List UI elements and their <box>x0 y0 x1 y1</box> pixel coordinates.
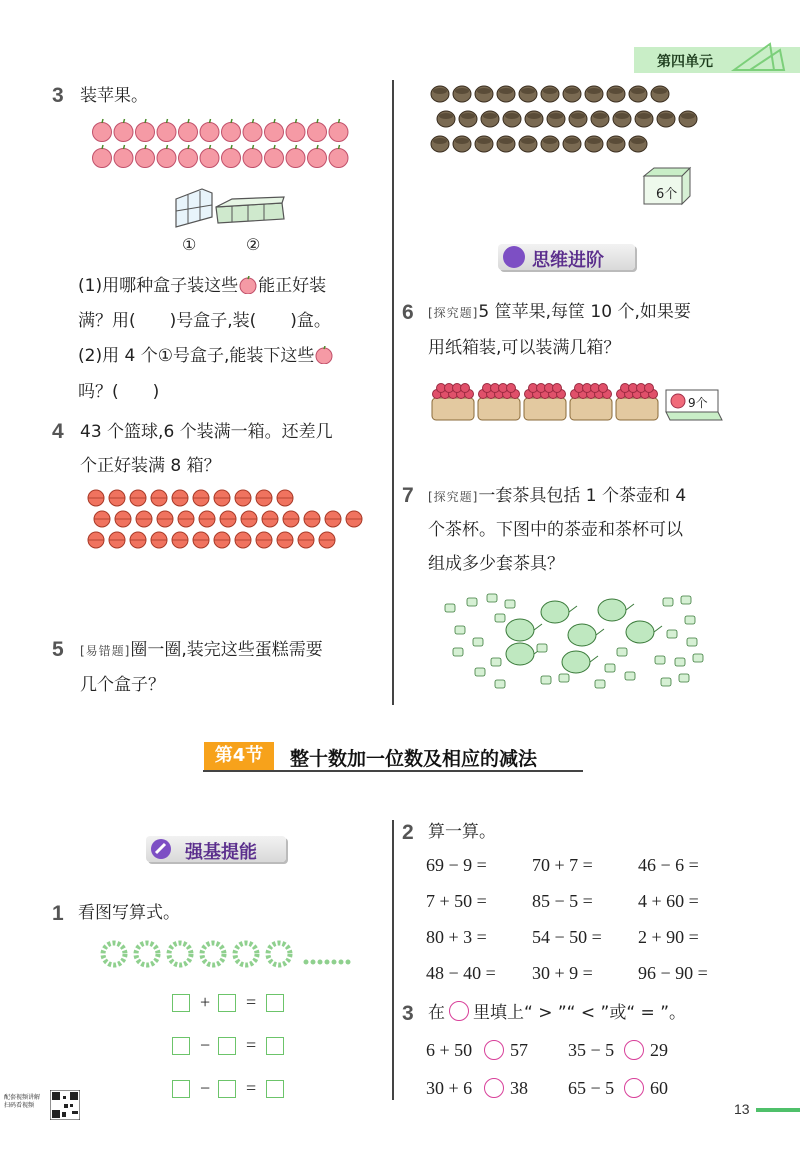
beads-illustration <box>100 940 360 970</box>
apple <box>200 123 219 142</box>
bead-ring <box>169 943 191 965</box>
bead <box>311 960 316 965</box>
bead <box>318 960 323 965</box>
q7-line-2: 个茶杯。下图中的茶壶和茶杯可以 <box>428 520 683 540</box>
basket <box>432 398 474 420</box>
pencil-icon <box>150 838 174 860</box>
apple <box>222 149 241 168</box>
answer-box[interactable] <box>218 994 236 1012</box>
q3-text-1: (1)用哪种盒子装这些 <box>78 276 239 296</box>
teacup <box>495 614 505 622</box>
question-number: 7 <box>402 484 414 507</box>
apple <box>308 123 327 142</box>
question-tag: [易错题] <box>80 644 131 658</box>
bead <box>325 960 330 965</box>
teacup <box>445 604 455 612</box>
teacup <box>467 598 477 606</box>
compare-right: 29 <box>650 1040 668 1060</box>
bead-ring <box>103 943 125 965</box>
apple <box>157 123 176 142</box>
q5-text-1: 圈一圈,装完这些蛋糕需要 <box>130 640 323 660</box>
equals: = <box>246 1035 257 1055</box>
calc-item: 96 − 90 = <box>638 963 708 983</box>
calc-item: 85 − 5 = <box>532 891 593 911</box>
teacup <box>559 674 569 682</box>
q3-line-4: 吗？( ) <box>78 382 160 402</box>
teacup <box>605 664 615 672</box>
qr-caption <box>4 1094 48 1110</box>
question-number: 3 <box>402 1002 414 1025</box>
teacup <box>491 658 501 666</box>
apple <box>179 149 198 168</box>
basics-label: 强基提能 <box>185 842 257 863</box>
basket <box>478 398 520 420</box>
calc-item: 80 + 3 = <box>426 927 487 947</box>
cake-box-label: 6个 <box>656 187 678 202</box>
teacup <box>473 638 483 646</box>
bead <box>339 960 344 965</box>
compare-left: 65 − 5 <box>568 1078 615 1098</box>
operator: − <box>200 1078 211 1098</box>
apple <box>222 123 241 142</box>
apple-icon <box>238 276 258 294</box>
operator: + <box>200 992 211 1012</box>
boxes-illustration <box>172 183 287 231</box>
qr-code-icon[interactable] <box>50 1090 80 1120</box>
q6-line-1 <box>428 297 691 329</box>
apple <box>179 123 198 142</box>
apple-baskets-illustration <box>430 380 726 426</box>
apple <box>329 149 348 168</box>
box-label-2: ② <box>246 237 261 254</box>
calc-item: 46 − 6 = <box>638 855 699 875</box>
answer-box[interactable] <box>172 1037 190 1055</box>
teapot <box>568 624 596 646</box>
apple <box>286 123 305 142</box>
qr-caption-2: 扫码看视频 <box>4 1102 35 1109</box>
apple <box>243 149 262 168</box>
answer-box[interactable] <box>172 1080 190 1098</box>
calc-item: 69 − 9 = <box>426 855 487 875</box>
s3-instruction <box>428 998 686 1029</box>
teapot <box>541 601 569 623</box>
basketballs-illustration <box>86 488 372 550</box>
compare-right: 38 <box>510 1078 528 1098</box>
apple <box>114 123 133 142</box>
apple <box>93 123 112 142</box>
compare-circle[interactable] <box>624 1078 644 1098</box>
apple <box>329 123 348 142</box>
compare-circle[interactable] <box>484 1078 504 1098</box>
basket <box>616 398 658 420</box>
compare-right: 60 <box>650 1078 668 1098</box>
apple <box>136 149 155 168</box>
teacup <box>537 644 547 652</box>
teacup <box>687 638 697 646</box>
teacup <box>661 678 671 686</box>
teacup <box>625 672 635 680</box>
equals: = <box>246 1078 257 1098</box>
compare-circle[interactable] <box>484 1040 504 1060</box>
compare-circle[interactable] <box>624 1040 644 1060</box>
question-tag: [探究题] <box>428 306 479 320</box>
teacup <box>475 668 485 676</box>
operator: − <box>200 1035 211 1055</box>
q4-line-1: 43 个篮球,6 个装满一箱。还差几 <box>80 422 333 442</box>
compare-circle <box>449 1001 469 1021</box>
compare-left: 35 − 5 <box>568 1040 615 1060</box>
q3-line-2: 满？用( )号盒子,装( )盒。 <box>78 311 331 331</box>
teacup <box>595 680 605 688</box>
apple-box-label: 9个 <box>688 396 708 410</box>
question-number: 3 <box>52 84 64 107</box>
question-number: 5 <box>52 638 64 661</box>
compare-left: 30 + 6 <box>426 1078 473 1098</box>
apple <box>136 123 155 142</box>
question-title: 装苹果。 <box>80 86 148 106</box>
column-divider <box>392 820 394 1100</box>
q6-line-2: 用纸箱装,可以装满几箱？ <box>428 338 621 358</box>
answer-box[interactable] <box>266 994 284 1012</box>
teacup <box>617 648 627 656</box>
page-number: 13 <box>734 1101 750 1117</box>
bead-ring <box>235 943 257 965</box>
q7-line-1 <box>428 481 686 513</box>
teacup <box>675 658 685 666</box>
cakes-illustration <box>428 84 698 160</box>
q7-line-3: 组成多少套茶具？ <box>428 554 564 574</box>
basket <box>570 398 612 420</box>
q3-line-1 <box>78 271 326 302</box>
calc-item: 7 + 50 = <box>426 891 487 911</box>
apple <box>93 149 112 168</box>
question-number: 1 <box>52 902 64 925</box>
calc-item: 4 + 60 = <box>638 891 699 911</box>
question-number: 2 <box>402 821 414 844</box>
teapot <box>506 619 534 641</box>
s2-title: 算一算。 <box>428 822 496 842</box>
basket <box>524 398 566 420</box>
apple <box>114 149 133 168</box>
tea-set-illustration <box>440 590 710 690</box>
q7-text-1: 一套茶具包括 1 个茶壶和 4 <box>478 486 687 506</box>
teacup <box>679 674 689 682</box>
thinking-label: 思维进阶 <box>532 250 604 271</box>
q5-line-1 <box>80 635 323 667</box>
answer-box[interactable] <box>218 1080 236 1098</box>
teacup <box>487 594 497 602</box>
answer-box[interactable] <box>218 1037 236 1055</box>
calc-item: 48 − 40 = <box>426 963 496 983</box>
calc-item: 70 + 7 = <box>532 855 593 875</box>
calc-item: 54 − 50 = <box>532 927 602 947</box>
page-number-line <box>756 1108 800 1112</box>
teacup <box>505 600 515 608</box>
q3-text-3: (2)用 4 个①号盒子,能装下这些 <box>78 346 315 366</box>
q5-line-2: 几个盒子？ <box>80 675 165 695</box>
q6-text-1: 5 筐苹果,每筐 10 个,如果要 <box>478 302 691 322</box>
section-title: 整十数加一位数及相应的减法 <box>290 748 538 770</box>
answer-box[interactable] <box>172 994 190 1012</box>
calc-item: 30 + 9 = <box>532 963 593 983</box>
answer-box[interactable] <box>266 1037 284 1055</box>
s3-text-2: 里填上“ > ”“ < ”或“ = ”。 <box>473 1003 686 1023</box>
answer-box[interactable] <box>266 1080 284 1098</box>
bead-ring <box>136 943 158 965</box>
teacup <box>681 596 691 604</box>
teacup <box>453 648 463 656</box>
teapot <box>506 643 534 665</box>
apples-illustration <box>92 118 354 170</box>
q4-line-2: 个正好装满 8 箱？ <box>80 456 221 476</box>
teapot <box>626 621 654 643</box>
apple-icon <box>314 346 334 364</box>
teacup <box>663 598 673 606</box>
teacup <box>655 656 665 664</box>
apple <box>308 149 327 168</box>
apple <box>200 149 219 168</box>
teapot <box>562 651 590 673</box>
ruler-icon <box>730 40 790 74</box>
apple <box>243 123 262 142</box>
column-divider <box>392 80 394 705</box>
medal-icon <box>503 246 525 268</box>
box-label-1: ① <box>182 237 197 254</box>
question-number: 4 <box>52 420 64 443</box>
bead <box>346 960 351 965</box>
question-tag: [探究题] <box>428 490 479 504</box>
bead-ring <box>202 943 224 965</box>
calc-item: 2 + 90 = <box>638 927 699 947</box>
compare-right: 57 <box>510 1040 528 1060</box>
apple <box>265 123 284 142</box>
q3-text-1b: 能正好装 <box>258 276 327 296</box>
apple <box>265 149 284 168</box>
bead <box>332 960 337 965</box>
bead <box>304 960 309 965</box>
s1-title: 看图写算式。 <box>78 903 180 923</box>
teacup <box>541 676 551 684</box>
teapot <box>598 599 626 621</box>
q3-line-3 <box>78 341 334 372</box>
teacup <box>455 626 465 634</box>
teacup <box>495 680 505 688</box>
teacup <box>693 654 703 662</box>
apple <box>157 149 176 168</box>
teacup <box>685 616 695 624</box>
section-tag: 第4节 <box>204 742 274 770</box>
compare-left: 6 + 50 <box>426 1040 473 1060</box>
apple <box>286 149 305 168</box>
equals: = <box>246 992 257 1012</box>
unit-label: 第四单元 <box>657 54 713 70</box>
qr-caption-1: 配套视频讲解 <box>4 1094 41 1101</box>
s3-text-1: 在 <box>428 1003 445 1023</box>
teacup <box>667 630 677 638</box>
question-number: 6 <box>402 301 414 324</box>
bead-ring <box>268 943 290 965</box>
